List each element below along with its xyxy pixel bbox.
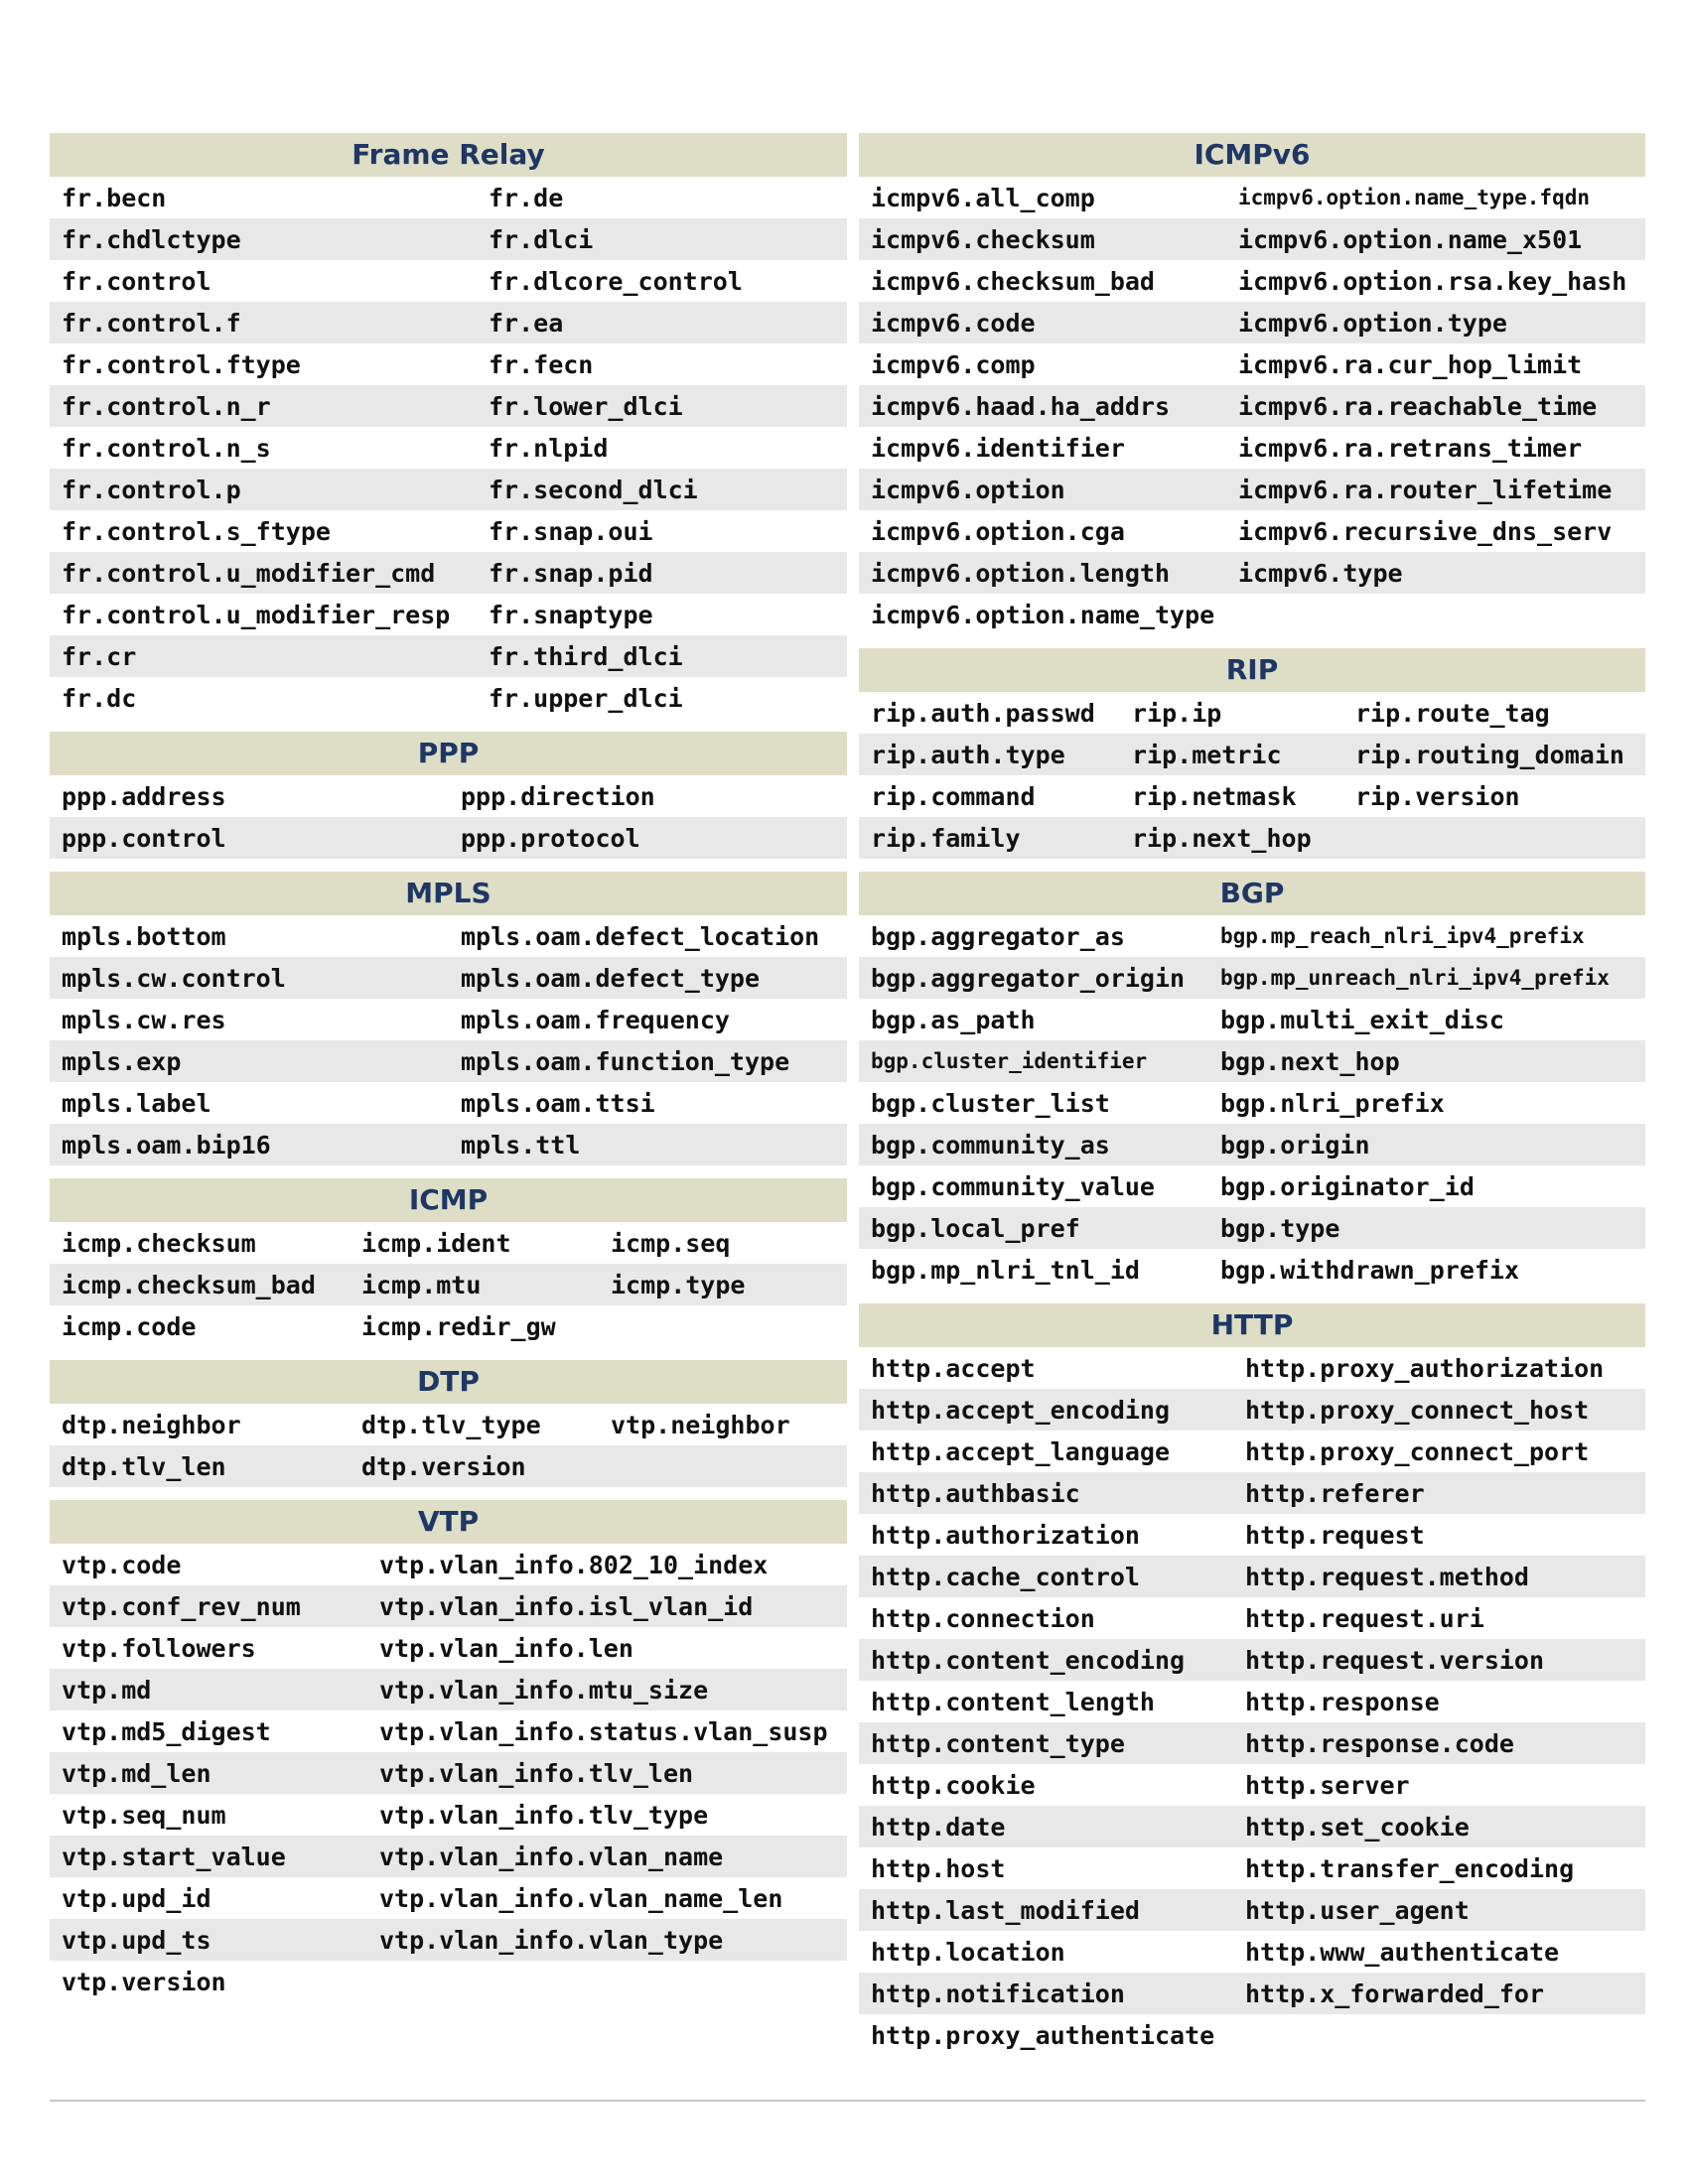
field-name: icmpv6.identifier: [871, 433, 1125, 463]
field-name: icmpv6.ra.retrans_timer: [1238, 433, 1583, 463]
field-row: [50, 1264, 847, 1305]
field-name: icmpv6.option.cga: [871, 516, 1125, 546]
field-row: [859, 177, 1645, 218]
field-row: [859, 1431, 1645, 1472]
field-row: [50, 177, 847, 218]
field-row: [50, 343, 847, 385]
field-name: mpls.oam.ttsi: [461, 1088, 655, 1118]
field-name: bgp.nlri_prefix: [1220, 1088, 1445, 1118]
field-name: icmpv6.haad.ha_addrs: [871, 391, 1171, 421]
field-name: http.location: [871, 1937, 1065, 1967]
field-name: rip.auth.type: [871, 740, 1065, 769]
field-name: http.proxy_authenticate: [871, 2020, 1215, 2050]
field-name: http.authorization: [871, 1520, 1140, 1550]
field-name: fr.snap.pid: [489, 558, 653, 588]
field-row: [50, 1040, 847, 1082]
field-name: http.referer: [1245, 1478, 1425, 1508]
field-name: fr.control.u_modifier_resp: [62, 600, 451, 629]
field-name: bgp.aggregator_origin: [871, 963, 1186, 993]
field-name: mpls.ttl: [461, 1130, 581, 1160]
field-name: fr.dlcore_control: [489, 266, 743, 296]
field-name: vtp.vlan_info.len: [379, 1633, 633, 1663]
field-name: vtp.md: [62, 1675, 152, 1705]
field-row: [859, 302, 1645, 343]
field-name: icmpv6.code: [871, 308, 1036, 338]
field-row: [859, 2014, 1645, 2056]
field-name: icmpv6.type: [1238, 558, 1403, 588]
field-name: vtp.version: [62, 1967, 226, 1996]
field-name: http.response.code: [1245, 1728, 1514, 1758]
field-name: icmp.mtu: [361, 1270, 482, 1299]
field-name: dtp.tlv_len: [62, 1451, 226, 1481]
field-name: icmpv6.option.name_type: [871, 600, 1215, 629]
field-name: http.proxy_connect_host: [1245, 1395, 1590, 1425]
field-name: icmpv6.ra.reachable_time: [1238, 391, 1598, 421]
field-name: ppp.protocol: [461, 823, 640, 853]
field-name: fr.control.p: [62, 475, 241, 504]
field-name: vtp.conf_rev_num: [62, 1591, 301, 1621]
field-name: icmpv6.all_comp: [871, 183, 1095, 212]
field-name: fr.control.s_ftype: [62, 516, 331, 546]
field-row: [50, 427, 847, 469]
field-name: rip.metric: [1132, 740, 1282, 769]
field-row: [859, 1514, 1645, 1556]
field-row: [859, 1722, 1645, 1764]
field-name: icmpv6.option.rsa.key_hash: [1238, 266, 1627, 296]
field-name: vtp.neighbor: [611, 1410, 790, 1439]
field-row: [50, 1669, 847, 1710]
field-row: [859, 734, 1645, 775]
field-row: [859, 1124, 1645, 1165]
field-name: http.content_encoding: [871, 1645, 1186, 1675]
field-name: rip.command: [871, 781, 1036, 811]
field-name: icmp.checksum: [62, 1228, 256, 1258]
field-row: [50, 510, 847, 552]
field-name: http.server: [1245, 1770, 1410, 1800]
section-title: ICMP: [50, 1178, 847, 1222]
field-name: icmpv6.comp: [871, 349, 1036, 379]
field-name: rip.family: [871, 823, 1021, 853]
field-name: ppp.address: [62, 781, 226, 811]
section-mpls: [50, 872, 847, 1165]
section-title: PPP: [50, 732, 847, 775]
field-row: [50, 469, 847, 510]
field-name: rip.routing_domain: [1355, 740, 1624, 769]
field-name: icmp.ident: [361, 1228, 511, 1258]
field-name: http.user_agent: [1245, 1895, 1470, 1925]
field-name: http.notification: [871, 1979, 1125, 2008]
field-name: icmpv6.ra.cur_hop_limit: [1238, 349, 1583, 379]
field-name: http.accept_language: [871, 1436, 1171, 1466]
field-name: fr.control.n_r: [62, 391, 271, 421]
field-row: [50, 999, 847, 1040]
field-name: bgp.aggregator_as: [871, 921, 1125, 951]
field-row: [859, 218, 1645, 260]
field-name: mpls.cw.control: [62, 963, 286, 993]
field-name: icmpv6.option.name_type.fqdn: [1238, 186, 1591, 209]
field-name: dtp.version: [361, 1451, 526, 1481]
field-name: rip.route_tag: [1355, 698, 1550, 728]
field-name: http.response: [1245, 1687, 1440, 1716]
field-name: vtp.vlan_info.tlv_type: [379, 1800, 709, 1830]
field-name: bgp.as_path: [871, 1005, 1036, 1034]
field-name: fr.control.ftype: [62, 349, 301, 379]
field-row: [859, 1165, 1645, 1207]
field-row: [859, 1973, 1645, 2014]
field-name: rip.next_hop: [1132, 823, 1312, 853]
field-row: [859, 594, 1645, 635]
field-name: icmpv6.checksum_bad: [871, 266, 1155, 296]
field-row: [50, 1222, 847, 1264]
field-row: [50, 1836, 847, 1877]
section-frame-relay: [50, 133, 847, 719]
field-name: vtp.vlan_info.mtu_size: [379, 1675, 709, 1705]
field-name: vtp.md5_digest: [62, 1716, 271, 1746]
field-name: ppp.direction: [461, 781, 655, 811]
field-name: vtp.vlan_info.vlan_name_len: [379, 1883, 783, 1913]
field-name: bgp.community_value: [871, 1171, 1155, 1201]
field-name: http.set_cookie: [1245, 1812, 1470, 1842]
field-name: fr.ea: [489, 308, 564, 338]
field-name: mpls.bottom: [62, 921, 226, 951]
field-name: http.x_forwarded_for: [1245, 1979, 1545, 2008]
field-name: http.authbasic: [871, 1478, 1080, 1508]
field-name: fr.chdlctype: [62, 224, 241, 254]
field-name: fr.upper_dlci: [489, 683, 683, 713]
field-row: [859, 1847, 1645, 1889]
field-name: http.accept_encoding: [871, 1395, 1171, 1425]
field-row: [859, 1389, 1645, 1431]
field-row: [859, 510, 1645, 552]
field-row: [859, 817, 1645, 859]
field-name: fr.cr: [62, 641, 137, 671]
field-name: bgp.next_hop: [1220, 1046, 1400, 1076]
field-name: icmpv6.option.type: [1238, 308, 1507, 338]
field-name: fr.dlci: [489, 224, 594, 254]
field-row: [859, 1040, 1645, 1082]
field-row: [50, 677, 847, 719]
field-name: bgp.originator_id: [1220, 1171, 1475, 1201]
section-title: Frame Relay: [50, 133, 847, 177]
field-row: [859, 1806, 1645, 1847]
field-name: http.transfer_encoding: [1245, 1853, 1575, 1883]
footer-divider: [50, 2100, 1645, 2102]
field-name: bgp.community_as: [871, 1130, 1110, 1160]
field-row: [50, 1124, 847, 1165]
field-name: mpls.oam.frequency: [461, 1005, 730, 1034]
field-row: [859, 469, 1645, 510]
field-row: [859, 1931, 1645, 1973]
field-name: bgp.origin: [1220, 1130, 1370, 1160]
field-name: icmpv6.checksum: [871, 224, 1095, 254]
field-name: icmpv6.option: [871, 475, 1065, 504]
field-name: fr.snap.oui: [489, 516, 653, 546]
field-name: bgp.local_pref: [871, 1213, 1080, 1243]
field-row: [50, 302, 847, 343]
field-name: icmpv6.ra.router_lifetime: [1238, 475, 1613, 504]
field-name: icmp.code: [62, 1311, 197, 1341]
field-name: vtp.vlan_info.vlan_type: [379, 1925, 724, 1955]
field-name: http.proxy_connect_port: [1245, 1436, 1590, 1466]
field-row: [50, 218, 847, 260]
section-title: BGP: [859, 872, 1645, 915]
field-row: [859, 1082, 1645, 1124]
section-title: VTP: [50, 1500, 847, 1544]
field-name: bgp.mp_unreach_nlri_ipv4_prefix: [1220, 966, 1610, 990]
field-name: vtp.vlan_info.802_10_index: [379, 1550, 769, 1579]
field-name: fr.snaptype: [489, 600, 653, 629]
field-row: [50, 1752, 847, 1794]
field-name: icmp.seq: [611, 1228, 731, 1258]
field-row: [859, 1249, 1645, 1291]
field-name: fr.control.n_s: [62, 433, 271, 463]
field-name: mpls.oam.bip16: [62, 1130, 271, 1160]
field-row: [50, 1627, 847, 1669]
field-row: [50, 775, 847, 817]
field-name: mpls.cw.res: [62, 1005, 226, 1034]
field-name: fr.control.u_modifier_cmd: [62, 558, 436, 588]
field-name: icmpv6.option.name_x501: [1238, 224, 1583, 254]
field-row: [50, 1961, 847, 2002]
field-name: fr.dc: [62, 683, 137, 713]
field-name: fr.becn: [62, 183, 167, 212]
section-ppp: [50, 732, 847, 859]
field-name: ppp.control: [62, 823, 226, 853]
field-name: mpls.label: [62, 1088, 211, 1118]
field-name: http.request.uri: [1245, 1603, 1484, 1633]
section-icmpv6: [859, 133, 1645, 635]
field-name: rip.ip: [1132, 698, 1222, 728]
field-row: [859, 1889, 1645, 1931]
field-name: dtp.tlv_type: [361, 1410, 541, 1439]
field-row: [50, 915, 847, 957]
field-name: mpls.oam.function_type: [461, 1046, 790, 1076]
field-row: [859, 260, 1645, 302]
field-name: icmpv6.option.length: [871, 558, 1171, 588]
field-row: [859, 1207, 1645, 1249]
field-name: vtp.upd_ts: [62, 1925, 211, 1955]
field-row: [50, 1305, 847, 1347]
field-row: [50, 1445, 847, 1487]
section-title: HTTP: [859, 1303, 1645, 1347]
field-name: rip.version: [1355, 781, 1520, 811]
field-row: [859, 915, 1645, 957]
section-http: [859, 1303, 1645, 2056]
field-name: vtp.followers: [62, 1633, 256, 1663]
field-name: http.content_length: [871, 1687, 1155, 1716]
field-row: [859, 692, 1645, 734]
field-name: http.content_type: [871, 1728, 1125, 1758]
field-name: http.request.method: [1245, 1562, 1529, 1591]
field-name: fr.fecn: [489, 349, 594, 379]
field-name: http.connection: [871, 1603, 1095, 1633]
field-row: [50, 635, 847, 677]
field-row: [50, 552, 847, 594]
section-title: RIP: [859, 648, 1645, 692]
field-row: [50, 1585, 847, 1627]
field-name: fr.nlpid: [489, 433, 609, 463]
field-name: fr.control: [62, 266, 211, 296]
section-title: DTP: [50, 1360, 847, 1404]
section-title: ICMPv6: [859, 133, 1645, 177]
field-row: [50, 817, 847, 859]
field-name: icmp.redir_gw: [361, 1311, 556, 1341]
field-name: mpls.oam.defect_location: [461, 921, 820, 951]
section-vtp: [50, 1500, 847, 2002]
field-name: vtp.vlan_info.vlan_name: [379, 1842, 724, 1871]
field-name: fr.de: [489, 183, 564, 212]
field-row: [859, 1347, 1645, 1389]
field-name: icmp.type: [611, 1270, 746, 1299]
field-name: http.proxy_authorization: [1245, 1353, 1605, 1383]
field-name: http.cache_control: [871, 1562, 1140, 1591]
field-name: bgp.withdrawn_prefix: [1220, 1255, 1520, 1285]
field-row: [859, 427, 1645, 469]
field-row: [50, 1082, 847, 1124]
field-row: [859, 1681, 1645, 1722]
field-row: [859, 1472, 1645, 1514]
field-name: fr.lower_dlci: [489, 391, 683, 421]
field-name: rip.netmask: [1132, 781, 1297, 811]
field-name: vtp.vlan_info.status.vlan_susp: [379, 1716, 828, 1746]
field-row: [50, 1794, 847, 1836]
field-row: [859, 1764, 1645, 1806]
field-name: bgp.mp_reach_nlri_ipv4_prefix: [1220, 924, 1585, 948]
field-row: [50, 1404, 847, 1445]
field-name: http.request: [1245, 1520, 1425, 1550]
field-name: http.request.version: [1245, 1645, 1545, 1675]
field-name: icmpv6.recursive_dns_serv: [1238, 516, 1613, 546]
field-name: vtp.vlan_info.tlv_len: [379, 1758, 694, 1788]
field-row: [859, 1597, 1645, 1639]
field-name: mpls.oam.defect_type: [461, 963, 761, 993]
field-row: [859, 957, 1645, 999]
field-row: [859, 1639, 1645, 1681]
field-name: bgp.multi_exit_disc: [1220, 1005, 1504, 1034]
field-name: vtp.md_len: [62, 1758, 211, 1788]
field-row: [859, 552, 1645, 594]
field-name: fr.third_dlci: [489, 641, 683, 671]
field-name: vtp.start_value: [62, 1842, 286, 1871]
field-row: [50, 1877, 847, 1919]
field-name: vtp.upd_id: [62, 1883, 211, 1913]
field-name: fr.second_dlci: [489, 475, 698, 504]
field-name: bgp.type: [1220, 1213, 1340, 1243]
field-row: [859, 775, 1645, 817]
field-row: [50, 1710, 847, 1752]
field-row: [50, 260, 847, 302]
field-name: bgp.mp_nlri_tnl_id: [871, 1255, 1140, 1285]
field-name: http.www_authenticate: [1245, 1937, 1560, 1967]
field-row: [50, 1919, 847, 1961]
field-name: mpls.exp: [62, 1046, 182, 1076]
field-name: icmp.checksum_bad: [62, 1270, 316, 1299]
field-name: http.date: [871, 1812, 1006, 1842]
field-name: rip.auth.passwd: [871, 698, 1095, 728]
field-name: vtp.seq_num: [62, 1800, 226, 1830]
field-name: bgp.cluster_list: [871, 1088, 1110, 1118]
field-name: http.cookie: [871, 1770, 1036, 1800]
field-name: vtp.code: [62, 1550, 182, 1579]
section-dtp: [50, 1360, 847, 1487]
left-column: [50, 133, 847, 2015]
field-name: dtp.neighbor: [62, 1410, 241, 1439]
field-row: [50, 385, 847, 427]
field-row: [50, 594, 847, 635]
field-name: bgp.cluster_identifier: [871, 1049, 1148, 1073]
field-name: http.accept: [871, 1353, 1036, 1383]
field-name: vtp.vlan_info.isl_vlan_id: [379, 1591, 754, 1621]
section-title: MPLS: [50, 872, 847, 915]
field-row: [859, 385, 1645, 427]
section-icmp: [50, 1178, 847, 1347]
field-row: [859, 343, 1645, 385]
field-row: [50, 957, 847, 999]
right-column: [859, 133, 1645, 2069]
section-bgp: [859, 872, 1645, 1291]
field-name: fr.control.f: [62, 308, 241, 338]
field-name: http.host: [871, 1853, 1006, 1883]
field-row: [859, 999, 1645, 1040]
field-name: http.last_modified: [871, 1895, 1140, 1925]
section-rip: [859, 648, 1645, 859]
field-row: [50, 1544, 847, 1585]
field-row: [859, 1556, 1645, 1597]
